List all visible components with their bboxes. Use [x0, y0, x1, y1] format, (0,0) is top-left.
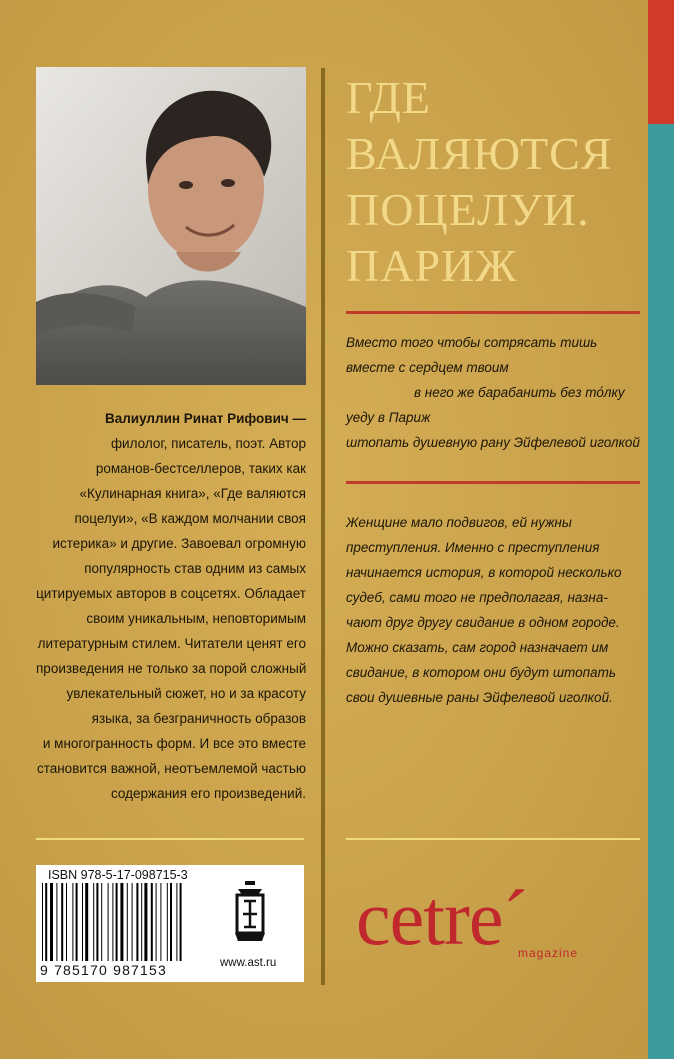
title-line: ПОЦЕЛУИ. — [346, 184, 590, 235]
barcode-bar — [66, 883, 67, 961]
bio-line: становится важной, неотъемлемой частью — [36, 761, 306, 776]
book-blurb — [346, 510, 636, 710]
brand-word: cetre — [356, 874, 503, 961]
barcode-bar — [156, 883, 157, 961]
bio-line: содержания его произведений. — [111, 786, 306, 801]
barcode-bar — [151, 883, 153, 961]
barcode-bar — [127, 883, 128, 961]
barcode-bar — [116, 883, 118, 961]
barcode-bar — [144, 883, 147, 961]
barcode-bar — [61, 883, 63, 961]
bio-line: литературным стилем. Читатели ценят его — [37, 636, 306, 651]
barcode-bar — [160, 883, 161, 961]
blurb-line: начинается история, в которой несколько — [346, 565, 622, 580]
barcode-bar — [93, 883, 94, 961]
lantern-logo-icon — [232, 881, 268, 947]
book-title — [346, 70, 636, 294]
barcode-bar — [141, 883, 142, 961]
spine-stripe-teal — [648, 124, 674, 1059]
barcode-bar — [170, 883, 172, 961]
cetre-logo — [356, 874, 616, 970]
barcode-bar — [136, 883, 138, 961]
bio-line: истерика» и другие. Завоевал огромную — [52, 536, 306, 551]
poem — [346, 330, 640, 455]
bio-line: увлекательный сюжет, но и за красоту — [66, 686, 306, 701]
barcode-bar — [45, 883, 47, 961]
barcode-bar — [56, 883, 57, 961]
barcode-bar — [132, 883, 133, 961]
barcode-bar — [120, 883, 123, 961]
poem-line: вместе с сердцем твоим — [346, 360, 509, 375]
poem-line: уеду в Париж — [346, 410, 431, 425]
bio-line: языка, за безграничность образов — [91, 711, 306, 726]
vertical-divider — [321, 68, 325, 985]
bio-line: произведения не только за порой сложный — [36, 661, 307, 676]
barcode-bar — [85, 883, 88, 961]
author-bio — [36, 406, 306, 806]
barcode-bar — [112, 883, 113, 961]
red-rule-bottom — [346, 481, 640, 484]
blurb-line: Женщине мало подвигов, ей нужны — [346, 515, 572, 530]
barcode-bar — [50, 883, 53, 961]
bio-line: цитируемых авторов в соцсетях. Обладает — [36, 586, 306, 601]
spine-stripe-red — [648, 0, 674, 124]
barcode-panel — [36, 865, 304, 982]
bio-line: и многогранность форм. И все это вместе — [42, 736, 306, 751]
barcode-bar — [42, 883, 43, 961]
title-line: ГДЕ — [346, 72, 432, 123]
publisher-website: www.ast.ru — [220, 957, 277, 969]
poem-line: Вместо того чтобы сотрясать тишь — [346, 335, 598, 350]
barcode-bars — [42, 883, 212, 963]
bio-line: филолог, писатель, поэт. Автор — [110, 436, 306, 451]
title-line: ВАЛЯЮТСЯ — [346, 128, 613, 179]
barcode-bar — [167, 883, 168, 961]
brand-accent: ´ — [502, 874, 528, 961]
blurb-line: свои душевные раны Эйфелевой иголкой. — [346, 690, 613, 705]
barcode-bar — [176, 883, 177, 961]
barcode-bar — [82, 883, 83, 961]
brand-subtitle: magazine — [518, 946, 579, 960]
barcode-bar — [96, 883, 98, 961]
barcode-bar — [101, 883, 102, 961]
bio-line: поцелуи», «В каждом молчании своя — [74, 511, 306, 526]
divider-left — [36, 838, 304, 840]
bio-line: «Кулинарная книга», «Где валяются — [79, 486, 306, 501]
blurb-line: Можно сказать, сам город назначает им — [346, 640, 609, 655]
title-line: ПАРИЖ — [346, 240, 518, 291]
blurb-line: свидание, в котором они будут штопать — [346, 665, 616, 680]
barcode-bar — [76, 883, 78, 961]
bio-line: своим уникальным, неповторимым — [86, 611, 306, 626]
bio-line: популярность став одним из самых — [84, 561, 306, 576]
brand-wordmark — [356, 874, 528, 961]
ean-number: 9 785170 987153 — [40, 962, 167, 978]
barcode-bar — [72, 883, 73, 961]
blurb-line: чают друг другу свидание в одном городе. — [346, 615, 620, 630]
author-photo — [36, 67, 306, 385]
author-name: Валиуллин Ринат Рифович — — [104, 411, 306, 426]
poem-line: штопать душевную рану Эйфелевой иголкой — [346, 435, 640, 450]
barcode-bar — [180, 883, 182, 961]
red-rule-top — [346, 311, 640, 314]
barcode-bar — [108, 883, 109, 961]
blurb-line: судеб, сами того не предполагая, назна- — [346, 590, 608, 605]
bio-line: романов-бестселлеров, таких как — [95, 461, 306, 476]
poem-line: в него же барабанить без то́лку — [414, 385, 625, 400]
isbn-text: ISBN 978-5-17-098715-3 — [48, 868, 188, 882]
divider-right — [346, 838, 640, 840]
blurb-line: преступления. Именно с преступления — [346, 540, 600, 555]
